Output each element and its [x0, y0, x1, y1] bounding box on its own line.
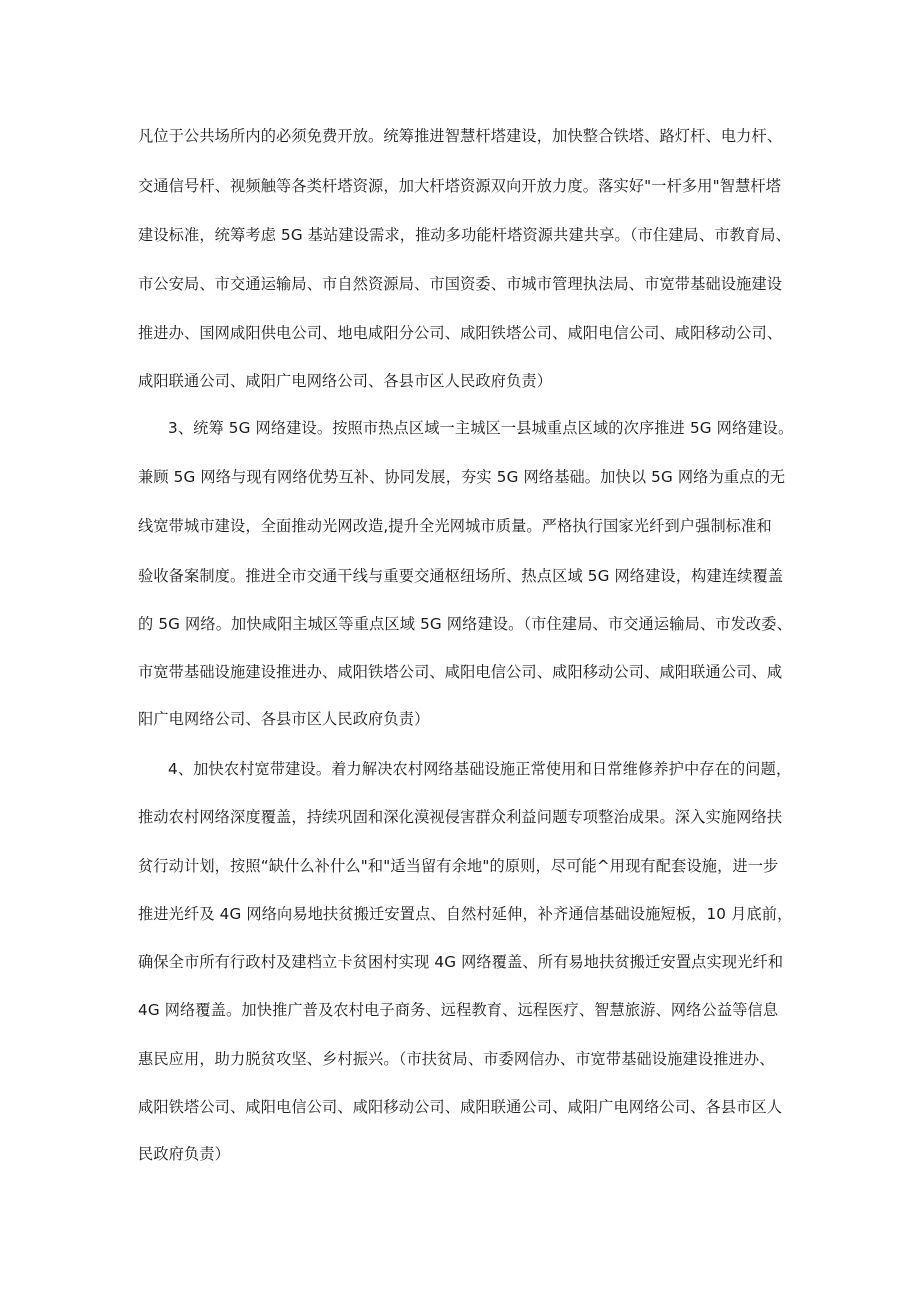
text-line: 咸阳铁塔公司、咸阳电信公司、咸阳移动公司、咸阳联通公司、咸阳广电网络公司、各县市区人: [138, 1098, 783, 1116]
text-line: 推动农村网络深度覆盖，持续巩固和深化漠视侵害群众利益问题专项整治成果。深入实施网络扶: [138, 808, 783, 826]
text-line: 贫行动计划，按照“缺什么补什么"和"适当留有余地"的原则，尽可能^用现有配套设施，进一步: [138, 857, 779, 875]
text-line: 惠民应用，助力脱贫攻坚、乡村振兴。（市扶贫局、市委网信办、市宽带基础设施建设推进办、: [138, 1050, 775, 1068]
text-line: 民政府负责）: [138, 1145, 231, 1163]
text-line: 的 5G 网络。加快咸阳主城区等重点区域 5G 网络建设。（市住建局、市交通运输局、市发改委、: [138, 615, 792, 633]
text-line: 兼顾 5G 网络与现有网络优势互补、协同发展，夯实 5G 网络基础。加快以 5G 网络为重点的无: [138, 468, 786, 486]
text-line: 推进办、国网咸阳供电公司、地电咸阳分公司、咸阳铁塔公司、咸阳电信公司、咸阳移动公司、: [138, 324, 783, 342]
text-line: 4G 网络覆盖。加快推广普及农村电子商务、远程教育、远程医疗、智慧旅游、网络公益等信息: [138, 1001, 779, 1019]
paragraph-3-first-line: 3、统筹 5G 网络建设。按照市热点区域一主城区一县城重点区域的次序推进 5G 网络建设。: [168, 419, 794, 437]
text-line: 咸阳联通公司、咸阳广电网络公司、各县市区人民政府负责）: [138, 372, 553, 390]
text-line: 市宽带基础设施建设推进办、咸阳铁塔公司、咸阳电信公司、咸阳移动公司、咸阳联通公司、咸: [138, 663, 783, 681]
text-line: 确保全市所有行政村及建档立卡贫困村实现 4G 网络覆盖、所有易地扶贫搬迁安置点实现光纤和: [138, 953, 784, 971]
text-line: 验收备案制度。推进全市交通干线与重要交通枢纽场所、热点区域 5G 网络建设，构建连续覆盖: [138, 567, 784, 585]
text-line: 市公安局、市交通运输局、市自然资源局、市国资委、市城市管理执法局、市宽带基础设施建设: [138, 275, 783, 293]
text-line: 建设标准，统筹考虑 5G 基站建设需求，推动多功能杆塔资源共建共享。（市住建局、市教育局、: [138, 226, 791, 244]
text-line: 凡位于公共场所内的必须免费开放。统筹推进智慧杆塔建设，加快整合铁塔、路灯杆、电力杆、: [138, 127, 783, 145]
text-line: 阳广电网络公司、各县市区人民政府负责）: [138, 710, 430, 728]
text-line: 交通信号杆、视频触等各类杆塔资源，加大杆塔资源双向开放力度。落实好"一杆多用"智慧杆塔: [138, 177, 782, 195]
paragraph-4-first-line: 4、加快农村宽带建设。着力解决农村网络基础设施正常使用和日常维修养护中存在的问题，: [168, 760, 792, 778]
text-line: 推进光纤及 4G 网络向易地扶贫搬迁安置点、自然村延伸，补齐通信基础设施短板，10 月底前，: [138, 905, 793, 923]
text-line: 线宽带城市建设，全面推动光网改造,提升全光网城市质量。严格执行国家光纤到户强制标准和: [138, 517, 772, 535]
